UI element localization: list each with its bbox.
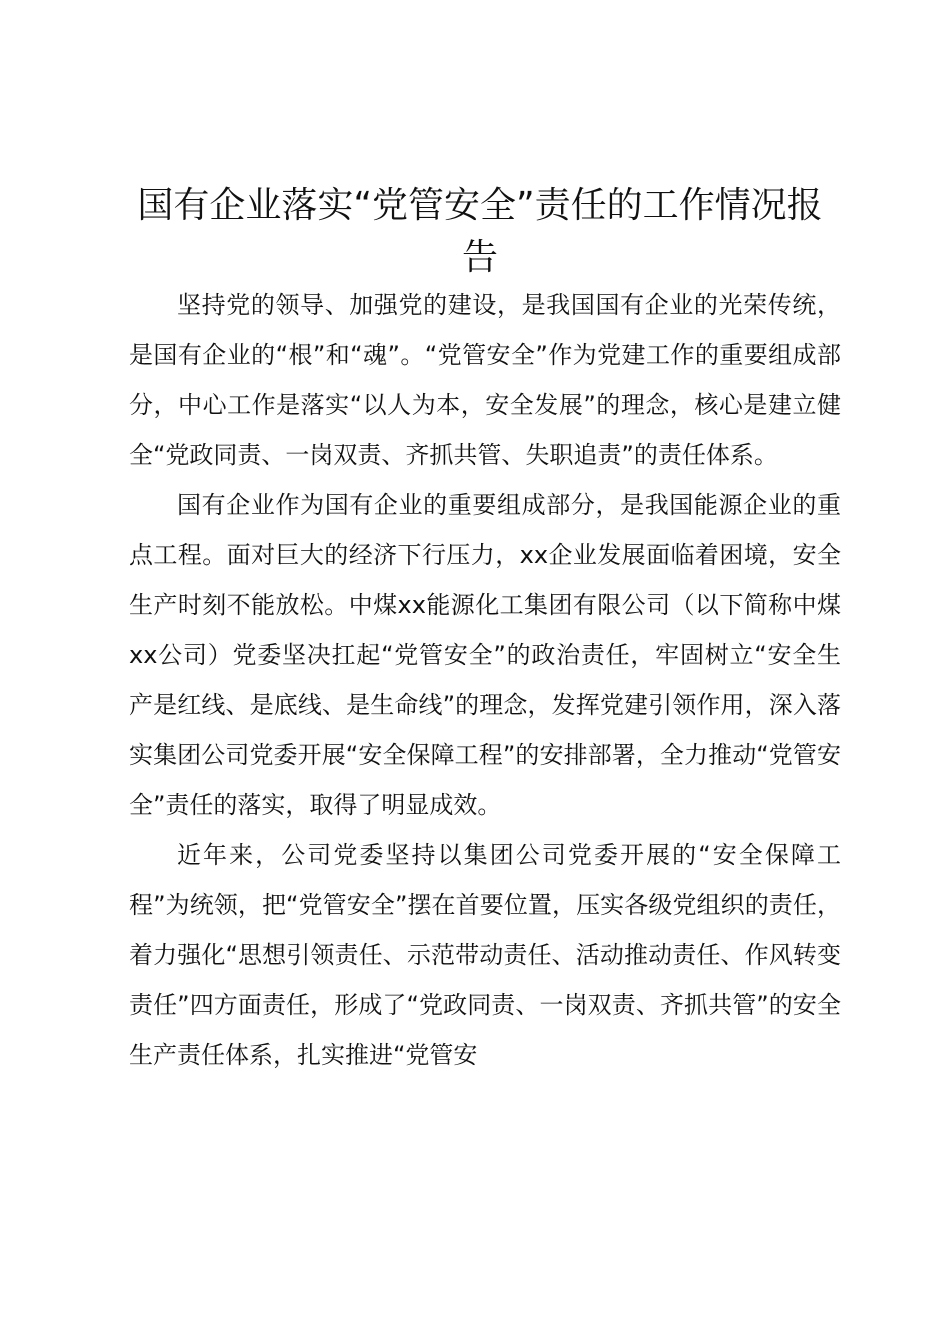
paragraph-1: 坚持党的领导、加强党的建设，是我国国有企业的光荣传统，是国有企业的“根”和“魂”。“党管安全”作为党建工作的重要组成部分，中心工作是落实“以人为本，安全发展”的理念，核心是建立健全“党政同责、一岗双责、齐抓共管、失职追责”的责任体系。 xyxy=(129,291,841,469)
document-body xyxy=(129,280,841,1080)
paragraph-3: 近年来，公司党委坚持以集团公司党委开展的“安全保障工程”为统领，把“党管安全”摆在首要位置，压实各级党组织的责任，着力强化“思想引领责任、示范带动责任、活动推动责任、作风转变责任”四方面责任，形成了“党政同责、一岗双责、齐抓共管”的安全生产责任体系，扎实推进“党管安 xyxy=(129,841,841,1069)
document-title: 国有企业落实“党管安全”责任的工作情况报告 xyxy=(137,185,823,278)
paragraph-2: 国有企业作为国有企业的重要组成部分，是我国能源企业的重点工程。面对巨大的经济下行压力，xx企业发展面临着困境，安全生产时刻不能放松。中煤xx能源化工集团有限公司（以下简称中煤xx公司）党委坚决扛起“党管安全”的政治责任，牢固树立“安全生产是红线、是底线、是生命线”的理念，发挥党建引领作用，深入落实集团公司党委开展“安全保障工程”的安排部署，全力推动“党管安全”责任的落实，取得了明显成效。 xyxy=(129,491,841,819)
